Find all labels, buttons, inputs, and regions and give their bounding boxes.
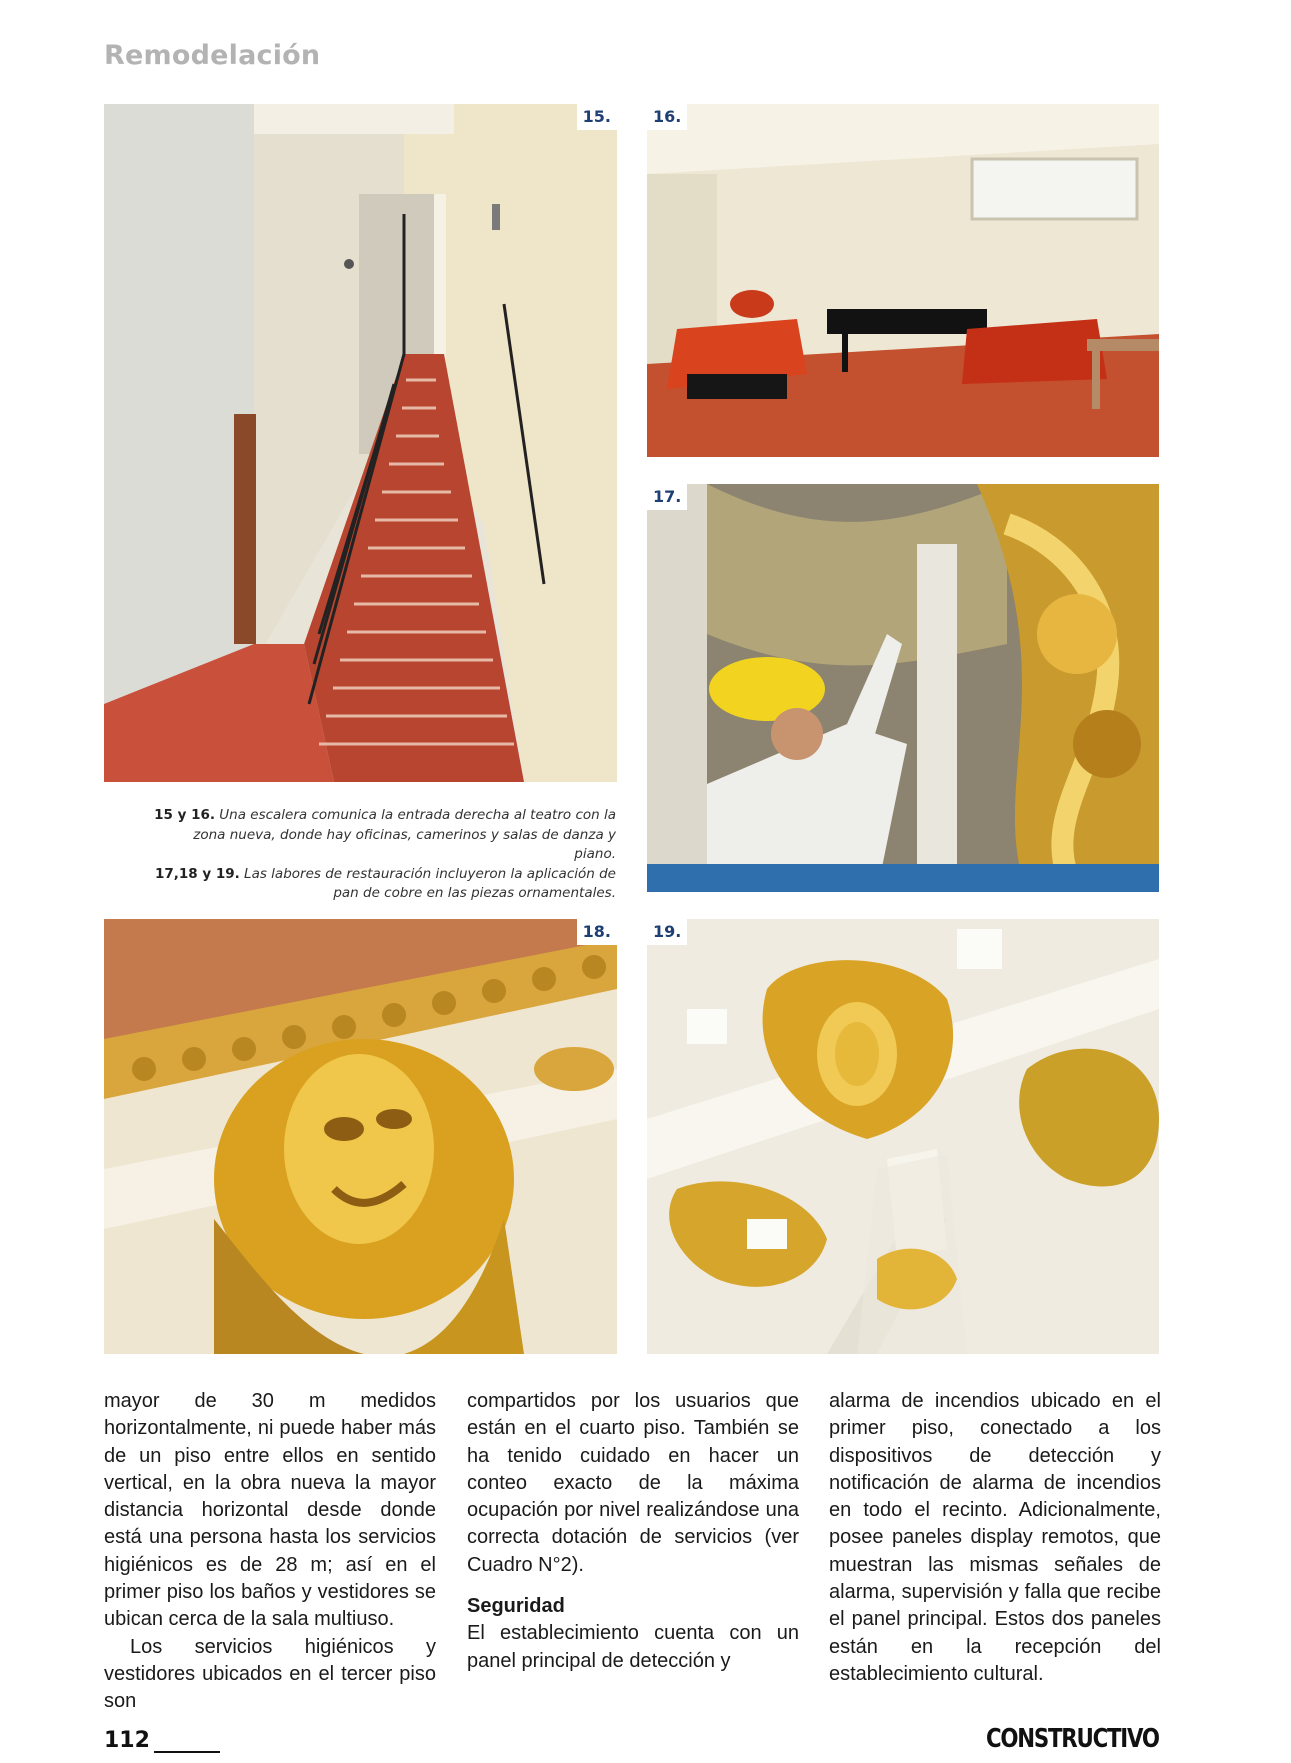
photo-restoration-worker [647,484,1159,892]
paragraph: Los servicios higiénicos y vestidores ubicados en el tercer piso son [104,1635,436,1713]
paragraph: compartidos por los usuarios que están en el cuarto piso. También se ha tenido cuidado en hacer un conteo exacto de la máxima ocupación por nivel realizándose una correcta dotación de servicios (ver Cuadro N°2). [467,1390,799,1576]
photo-ceiling-ornament [647,919,1159,1354]
paragraph: mayor de 30 m medidos horizontalmente, ni puede haber más de un piso entre ellos en sentido vertical, en la obra nueva la mayor distancia horizontal desde donde está una persona hasta los servicios higiénicos es de 28 m; así en el primer piso los baños y vestidores se ubican cerca de la sala multiuso. [104,1390,436,1631]
photo-number: 16. [647,104,687,130]
article-column-1 [104,1388,436,1716]
article-column-3 [829,1388,1161,1688]
photo-golden-mask [104,919,617,1354]
caption-text-17-19: Las labores de restauración incluyeron la aplicación de pan de cobre en las piezas ornamentales. [239,865,616,902]
paragraph: El establecimiento cuenta con un panel principal de detección y [467,1622,799,1672]
photo-number: 15. [577,104,617,130]
photo-number: 19. [647,919,687,945]
photo-caption [150,806,616,904]
magazine-brand: CONSTRUCTIVO [986,1724,1159,1754]
paragraph: alarma de incendios ubicado en el primer piso, conectado a los dispositivos de detección y notificación de alarma de incendios en todo el recinto. Adicionalmente, posee paneles display remotos, que muestran las mismas señales de alarma, supervisión y falla que recibe el panel principal. Estos dos paneles están en la recepción del establecimiento cultural. [829,1390,1161,1685]
photo-piano-room [647,104,1159,457]
photo-number: 17. [647,484,687,510]
footer-rule [154,1751,220,1753]
photo-staircase [104,104,617,782]
section-heading: Seguridad [467,1595,565,1618]
caption-ref-17-19: 17,18 y 19. [154,865,240,882]
caption-ref-15-16: 15 y 16. [154,807,215,823]
caption-text-15-16: Una escalera comunica la entrada derecha al teatro con la zona nueva, donde hay oficinas, camerinos y salas de danza y piano. [193,807,616,863]
page-number: 112 [104,1728,150,1753]
article-column-2 [467,1388,799,1675]
section-title: Remodelación [104,40,321,71]
photo-number: 18. [577,919,617,945]
